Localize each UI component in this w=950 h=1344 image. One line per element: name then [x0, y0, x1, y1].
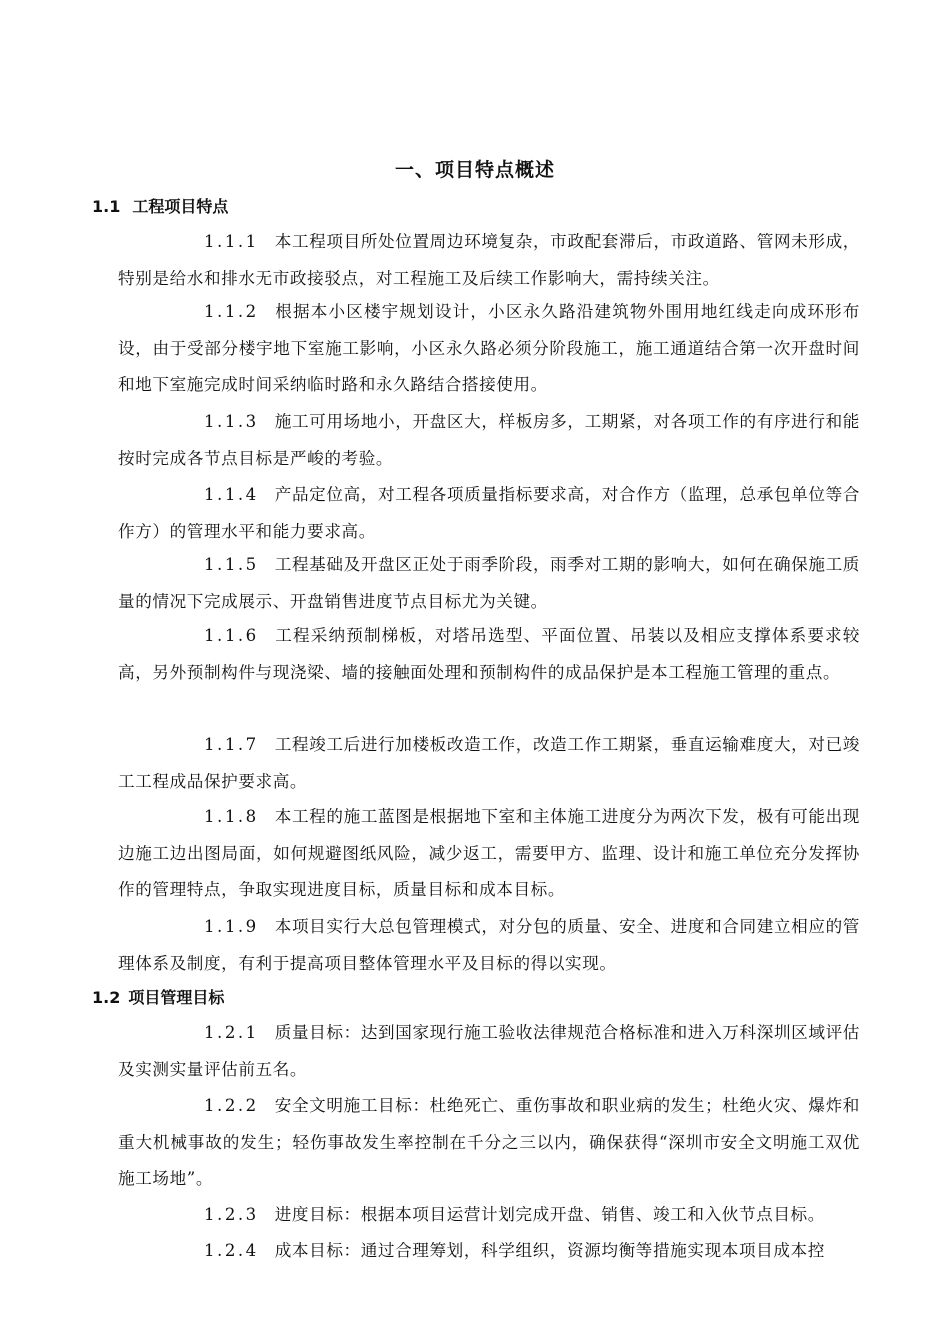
paragraph-text: 本项目实行大总包管理模式，对分包的质量、安全、进度和合同建立相应的管理体系及制度，有利于提高项目整体管理水平及目标的得以实现。 [118, 917, 860, 973]
paragraph-1-2-3 [118, 1197, 860, 1234]
section-heading-1-1 [92, 194, 228, 220]
paragraph-1-1-8 [118, 799, 860, 909]
section-heading-1-2 [92, 985, 224, 1011]
section-title: 项目管理目标 [128, 988, 225, 1007]
paragraph-1-1-2 [118, 294, 860, 404]
paragraph-number: 1.2.4 [204, 1241, 259, 1260]
paragraph-1-1-9 [118, 909, 860, 982]
paragraph-text: 安全文明施工目标：杜绝死亡、重伤事故和职业病的发生；杜绝火灾、爆炸和重大机械事故的发生；轻伤事故发生率控制在千分之三以内，确保获得“深圳市安全文明施工双优施工场地”。 [118, 1096, 860, 1188]
section-number: 1.2 [92, 988, 121, 1007]
paragraph-1-1-1 [118, 224, 860, 297]
paragraph-text: 工程基础及开盘区正处于雨季阶段，雨季对工期的影响大，如何在确保施工质量的情况下完成展示、开盘销售进度节点目标尤为关键。 [118, 555, 860, 611]
paragraph-number: 1.1.3 [204, 412, 259, 431]
paragraph-text: 成本目标：通过合理筹划，科学组织，资源均衡等措施实现本项目成本控 [274, 1241, 825, 1260]
paragraph-text: 根据本小区楼宇规划设计，小区永久路沿建筑物外围用地红线走向成环形布设，由于受部分楼宇地下室施工影响，小区永久路必须分阶段施工，施工通道结合第一次开盘时间和地下室施完成时间采纳临时路和永久路结合搭接使用。 [118, 302, 860, 394]
paragraph-1-2-1 [118, 1015, 860, 1088]
paragraph-number: 1.1.1 [204, 232, 259, 251]
paragraph-number: 1.2.1 [204, 1023, 259, 1042]
paragraph-number: 1.1.4 [204, 485, 259, 504]
paragraph-text: 本工程的施工蓝图是根据地下室和主体施工进度分为两次下发，极有可能出现边施工边出图局面，如何规避图纸风险，减少返工，需要甲方、监理、设计和施工单位充分发挥协作的管理特点，争取实现进度目标，质量目标和成本目标。 [118, 807, 860, 899]
paragraph-number: 1.1.9 [204, 917, 259, 936]
section-number: 1.1 [92, 197, 121, 216]
paragraph-number: 1.2.2 [204, 1096, 259, 1115]
paragraph-text: 工程竣工后进行加楼板改造工作，改造工作工期紧，垂直运输难度大，对已竣工工程成品保护要求高。 [118, 735, 860, 791]
paragraph-number: 1.1.5 [204, 555, 259, 574]
paragraph-number: 1.1.2 [204, 302, 259, 321]
paragraph-number: 1.1.6 [204, 626, 259, 645]
paragraph-number: 1.2.3 [204, 1205, 259, 1224]
paragraph-1-1-4 [118, 477, 860, 550]
paragraph-text: 施工可用场地小，开盘区大，样板房多，工期紧，对各项工作的有序进行和能按时完成各节点目标是严峻的考验。 [118, 412, 860, 468]
paragraph-1-2-4 [118, 1233, 860, 1270]
paragraph-text: 本工程项目所处位置周边环境复杂，市政配套滞后，市政道路、管网未形成，特别是给水和排水无市政接驳点，对工程施工及后续工作影响大，需持续关注。 [118, 232, 860, 288]
paragraph-text: 工程采纳预制梯板，对塔吊选型、平面位置、吊装以及相应支撑体系要求较高，另外预制构件与现浇梁、墙的接触面处理和预制构件的成品保护是本工程施工管理的重点。 [118, 626, 860, 682]
paragraph-1-1-7 [118, 727, 860, 800]
paragraph-1-1-3 [118, 404, 860, 477]
paragraph-text: 产品定位高，对工程各项质量指标要求高，对合作方（监理，总承包单位等合作方）的管理水平和能力要求高。 [118, 485, 860, 541]
paragraph-number: 1.1.7 [204, 735, 259, 754]
document-title: 一、项目特点概述 [394, 159, 555, 181]
paragraph-text: 进度目标：根据本项目运营计划完成开盘、销售、竣工和入伙节点目标。 [274, 1205, 825, 1224]
paragraph-number: 1.1.8 [204, 807, 259, 826]
paragraph-1-1-5 [118, 547, 860, 620]
paragraph-1-1-6 [118, 618, 860, 691]
paragraph-text: 质量目标：达到国家现行施工验收法律规范合格标准和进入万科深圳区域评估及实测实量评估前五名。 [118, 1023, 860, 1079]
section-title: 工程项目特点 [132, 197, 229, 216]
paragraph-1-2-2 [118, 1088, 860, 1198]
